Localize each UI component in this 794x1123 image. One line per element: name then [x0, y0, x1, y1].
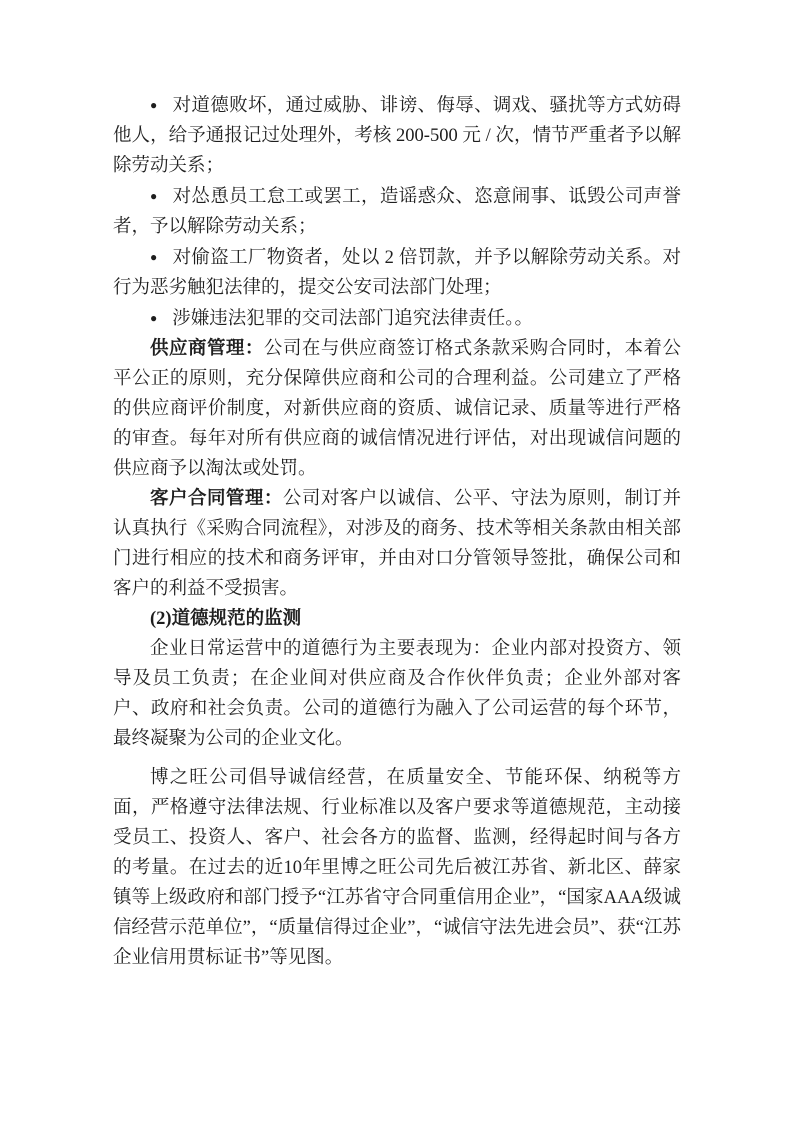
- customer-contract-label: 客户合同管理：: [150, 489, 283, 509]
- supplier-management-text: 公司在与供应商签订格式条款采购合同时，本着公平公正的原则，充分保障供应商和公司的合理利益。公司建立了严格的供应商评价制度，对新供应商的资质、诚信记录、质量等进行严格的审查。每年对所有供应商的诚信情况进行评估，对出现诚信问题的供应商予以淘汰或处罚。: [113, 339, 681, 479]
- bullet-text: 对道德败坏，通过威胁、诽谤、侮辱、调戏、骚扰等方式妨碍他人，给予通报记过处理外，考核 200-500 元 / 次，情节严重者予以解除劳动关系；: [113, 96, 681, 176]
- section-heading: (2)道德规范的监测: [150, 609, 302, 629]
- supplier-management-paragraph: [113, 334, 681, 484]
- bullet-item: [113, 242, 681, 303]
- customer-contract-paragraph: [113, 484, 681, 604]
- bullet-icon: ●: [150, 189, 158, 203]
- bullet-icon: ●: [150, 311, 158, 325]
- customer-contract-text: 公司对客户以诚信、公平、守法为原则，制订并认真执行《采购合同流程》，对涉及的商务、技术等相关条款由相关部门进行相应的技术和商务评审，并由对口分管领导签批，确保公司和客户的利益不受损害。: [113, 489, 681, 599]
- integrity-paragraph: [113, 763, 681, 973]
- bullet-icon: ●: [150, 250, 158, 264]
- bullet-item: [113, 90, 681, 181]
- bullet-icon: ●: [150, 98, 158, 112]
- bullet-text: 对怂恿员工怠工或罢工，造谣惑众、恣意闹事、诋毁公司声誉者，予以解除劳动关系；: [113, 187, 681, 237]
- bullet-text: 对偷盗工厂物资者，处以 2 倍罚款，并予以解除劳动关系。对行为恶劣触犯法律的，提交公安司法部门处理；: [113, 248, 681, 298]
- bullet-item: [113, 181, 681, 242]
- integrity-text: 博之旺公司倡导诚信经营，在质量安全、节能环保、纳税等方面，严格遵守法律法规、行业标准以及客户要求等道德规范，主动接受员工、投资人、客户、社会各方的监督、监测，经得起时间与各方的考量。在过去的近10年里博之旺公司先后被江苏省、新北区、薛家镇等上级政府和部门授予“江苏省守合同重信用企业”，“国家AAA级诚信经营示范单位”，“质量信得过企业”，“诚信守法先进会员”、获“江苏企业信用贯标证书”等见图。: [113, 768, 681, 968]
- daily-ethics-text: 企业日常运营中的道德行为主要表现为：企业内部对投资方、领导及员工负责；在企业间对供应商及合作伙伴负责；企业外部对客户、政府和社会负责。公司的道德行为融入了公司运营的每个环节，最终凝聚为公司的企业文化。: [113, 639, 681, 749]
- daily-ethics-paragraph: [113, 634, 681, 754]
- bullet-text: 涉嫌违法犯罪的交司法部门追究法律责任。。: [172, 309, 534, 329]
- supplier-management-label: 供应商管理：: [150, 339, 264, 359]
- bullet-item: [113, 303, 681, 334]
